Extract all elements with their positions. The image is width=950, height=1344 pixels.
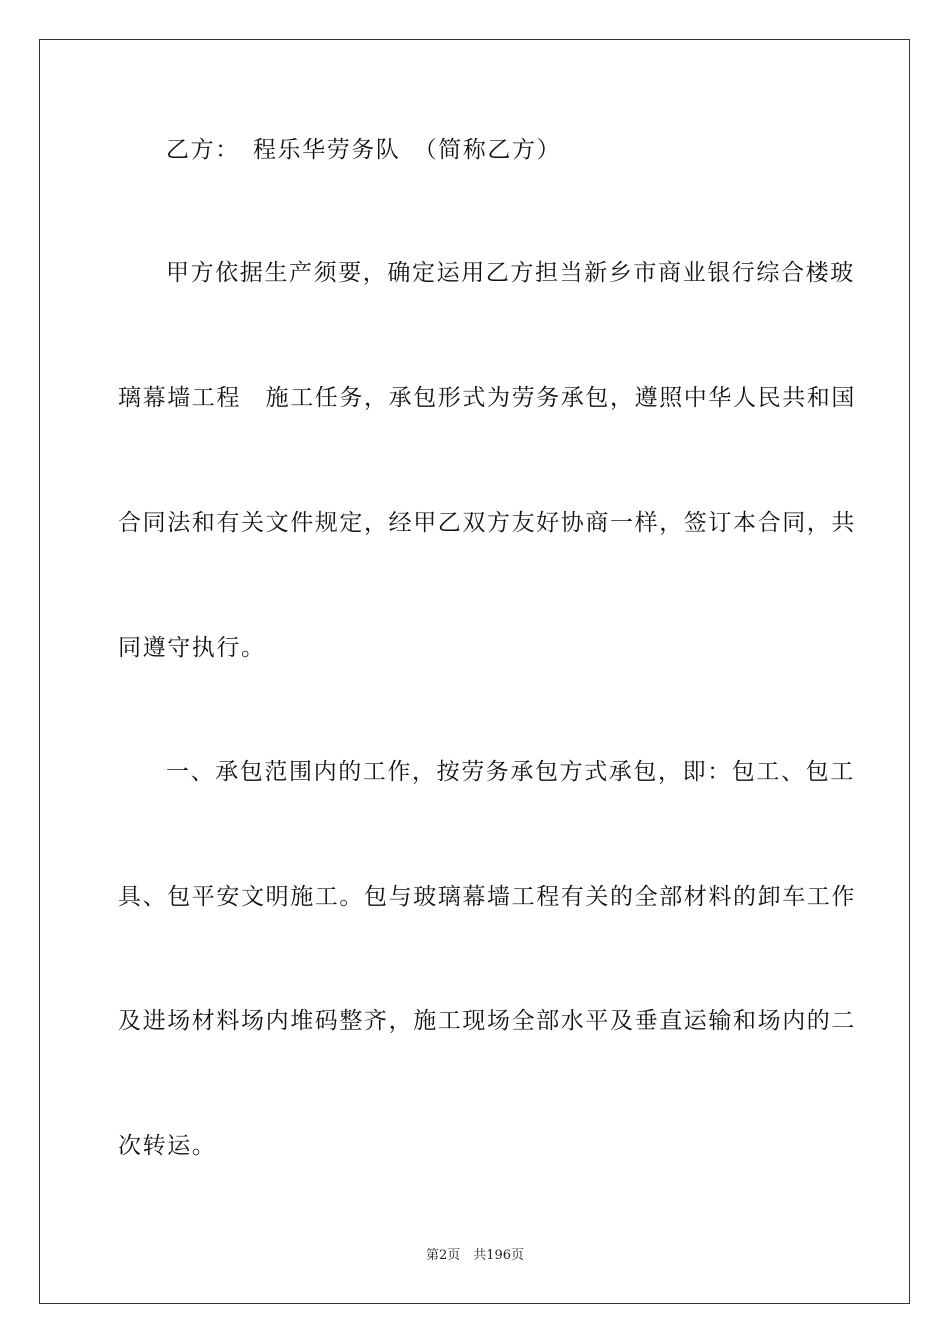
paragraph-2-line-3: 及进场材料场内堆码整齐，施工现场全部水平及垂直运输和场内的二 — [118, 1008, 856, 1034]
paragraph-2-line-2: 具、包平安文明施工。包与玻璃幕墙工程有关的全部材料的卸车工作 — [118, 884, 856, 910]
paragraph-2-line-4: 次转运。 — [118, 1133, 217, 1159]
page-border — [39, 39, 910, 1304]
paragraph-1-line-1: 甲方依据生产须要，确定运用乙方担当新乡市商业银行综合楼玻 — [166, 260, 855, 286]
paragraph-1-line-2: 璃幕墙工程 施工任务，承包形式为劳务承包，遵照中华人民共和国 — [118, 385, 856, 411]
paragraph-1-line-3: 合同法和有关文件规定，经甲乙双方友好协商一样，签订本合同，共 — [118, 510, 856, 536]
paragraph-2-line-1: 一、承包范围内的工作，按劳务承包方式承包，即：包工、包工 — [166, 759, 855, 785]
paragraph-1-line-4: 同遵守执行。 — [118, 635, 266, 661]
party-b-line: 乙方： 程乐华劳务队 （简称乙方） — [166, 137, 562, 163]
page-number: 第2页 共196页 — [425, 1248, 525, 1263]
